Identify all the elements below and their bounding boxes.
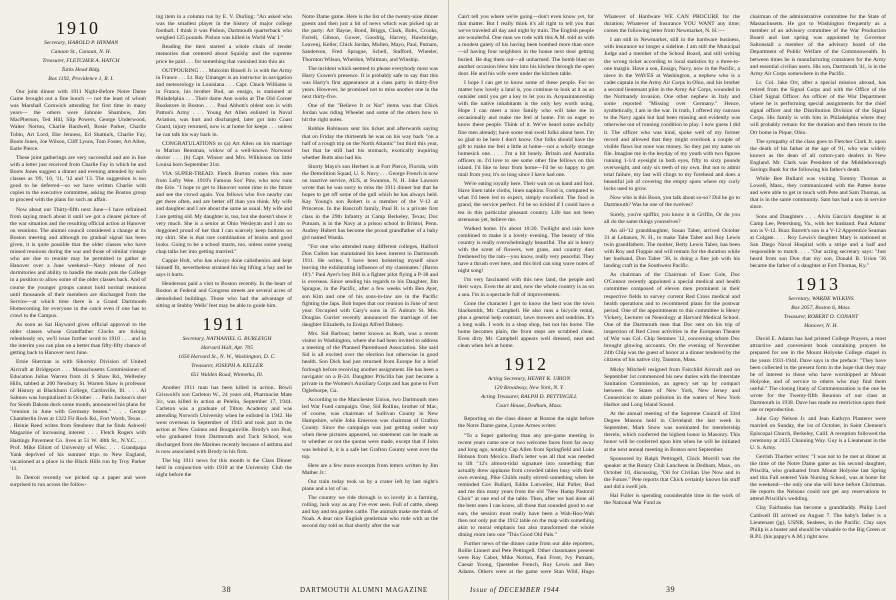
article-paragraph: ing item in a column run by E. V. Durling: "An asked who was the smallest player in the history of major college football. I think it was Pishon, Dartmouth quarterback who weighed 125 pounds. Pishon was killed in World War I."	[156, 14, 292, 42]
class-year-heading: 1912	[504, 354, 548, 375]
article-paragraph: "To a Super gathering than any pre-game meeting in recent years came one or two welcome faces from far away and long ago, notably Cap Allen from Springfield and Luke Hobson from Mexico. Bud's letter was all that was needed to lift "12's almost-tidal signature into something that actually drew applause from crowded tables busy with their own evening. Pike Childs really stirred something when he reminded Gov Bullard, Eddie Lutweiler, Hal Puller, Bud and me this many years from the old "New Hamp Pastoral Choir" at one end of the table. Then, after we had done all the bent ones I can know, all those that sounded good to our ears, the session must really have been a Wah-Hoo-Wah then not only put the 1912 table on the map with something akin to moral emphasis but also transformed the whole dining room into one "This Good Old Pals."	[458, 432, 594, 538]
magazine-title: DARTMOUTH ALUMNI MAGAZINE	[300, 586, 428, 594]
class-treasurer: Treasurer, JOSEPH A. KELLER	[191, 362, 263, 369]
article-paragraph: Now who is this Boon, you talk about so-so? Did he go to Dartmouth? Was he one of the twelves?	[604, 195, 740, 209]
class-secretary: Secretary, WARDE WILKINS	[788, 296, 854, 303]
article-paragraph: Can't tell you where we're going—don't even know yet, for that matter. But I really think it's all right to tell you that we've traveled all day and night by train. The English people are wonderful. One man we rode with this A.M. told us with a modest gaiety of his having been bombed more than once—of having four neighbors in the house next door getting buried. He dug them out—all unharmed. The bomb blast on another occasion blew him into his kitchen through the open door. He and his wife were under the kitchen table.	[458, 14, 594, 77]
class-address: Harvard Hall, Apt. 705	[200, 344, 254, 351]
article-paragraph: Surely, you're spiffin; you know it is Griffin, Or do you all do the same things yourselves?	[604, 211, 740, 225]
article-paragraph: Henderson paid a visit to Boston recently. In the heart of Boston at Federal and Congress streets are several acres of demolished buildings. Those who had the advantage of sitting at Stubby Wells' feet may be able to guide him.	[156, 281, 292, 309]
article-paragraph: One of the "Believe It or Not" items was that Chick Jordan was riding Wheeler and some of the others how to hit the right notes.	[302, 103, 438, 124]
class-secretary: Acting Secretary, HENRY K. URION	[487, 376, 571, 383]
article-paragraph: Sons and Daughters . . . Alvin Garcia's daughter is at Camp Lee, Petersburg, Va., with her husband. Paul Adams' son is V-12. Buzz Barrett's son is a V-12 Apprentice Seaman at Colgate. . . . Roy Lewis's daughter Mary is stationed at San Diego Naval Hospital with a stripe and a half and responsible to match. . . . "Our acting secretary says: "Just heard from son Don that my son, Donald B. Urion '36 became the father of a daughter at Fort Thomas, Ky."	[750, 213, 886, 270]
article-paragraph: Ernie Sherman is with Sikorsky Division of United Aircraft at Bridgeport . . . Massachusetts Commissioner of Education Julius Warren from 41 S Shaw Rd., Wellesley Hills, tabbed at 200 Newbury St. Warren Shaw is professor of History at Blackburn College, Carlinville, Ill. . . . Al Salmon was hospitalized in October . . . Paris Jackson's shot for South Dakota duck some month, announced his plans for "reunion in June with Germany beaten." . . . George Chamberlin lives at 1322 Fir Rock Rd., Fort Worth, Texas . . . Heinie Reed writes from Steubenv that he finds Ashwell Magazine of increasing interest . . . Fletch Rogers with Hastings Pavement Co. lives at 51 W. 48th St., N.Y.C. . . . Prof. Mike Elliott of University of Wisc. . . . Grandpapa Yank deprived of his summer trips to New England, vacationed at a place in the Black Hills run by Troy Parker '11.	[10, 359, 146, 472]
left-page-column-2	[156, 14, 292, 576]
article-paragraph: Micky Mitchell resigned from Fairchild Aircraft and on September 1st commenced his new duties with the Interstate Sanitation Commission, an agency set up by compact between the States of New York, New Jersey and Connecticut to abate pollution in the waters of New York Harbor and Long Island Sound.	[604, 366, 740, 408]
article-paragraph: Further news of the dinner came from our able reporters, Rollie Linnert and Pete Pettingell. Other classmates present were Ray Cabot, Mike Norton, Paul Frost, Ivy Putnam, Caesar Young, Questelee French, Roy Lewis and Ben Adams. Others were at the game were Stan Wild, Hugo	[458, 540, 594, 576]
article-paragraph: chairman of the administrative committee for the State of Massachusetts. He got to Washington frequently as a member of an advisory committee of the War Production Board and last spring was appointed by Governor Saltonstall a member of the advisory board of the Department of Public Welfare of the Commonwealth. In between times he is manufacturing containers for the Army and essential civilian users. His son, Dartmouth '41, is in the Army Air Corps somewhere in the Pacific.	[750, 14, 886, 77]
article-paragraph: As soon as Sat Hayward gives official approval to the older classes whose Grandfather Clocks are ticking relentlessly on, we'll issue further word to 1910 . . . and in the interim you can plan on a better than fifty-fifty chance of getting back to Hanover next June.	[10, 322, 146, 357]
class-secretary: Secretary, NATHANIEL G. BURLEIGH	[182, 335, 272, 342]
article-paragraph: The incident which seemed to please everybody most was Harry Gowen's presence. It is probably safe to say that this was Harry's first appearance at a class party in thirty-five years. However, he promised not to miss another one in the next thirty-five.	[302, 65, 438, 101]
article-paragraph: John Guy Nelson Jr. and Jean Kathryn Plasterer were married on Sunday, the 1st of October, in Saint Clement's Episcopal Church, Berkeley, Calif. A reception followed the ceremony at 2435 Channing Way. Guy is a Lieutenant in the U. S. Army.	[750, 416, 886, 451]
article-paragraph: I am still in Newmarket, still in the hardware business, with insurance no longer a sideline. I am still the Municipal Judge and a member of the School Board, and still writing the wrong ticket according to local statistics by a three-to-one margin. Have a son, Ensign, Navy, now in the Pacific, a niece in the WAVES at Washington, a nephew who is a cadet captain in the Army Air Corps in Ohio, and his brother a second lieutenant pilot in the Army Air Corps, wounded in the Normandy invasion. One other nephew in Italy and some reported "Missing over Germany." Hence, synthetically, I am in the war. In truth, I offered my canvass to the Navy again but had been missing and evidently was otherwise out of running condition to play. I now guess I did it. The officer who was kind, spoke well of my former record and allowed that they might overlook a couple of visible flaws but none was money. So they put my name on file. Imagine me in the heyday of my youth with two figures running 1-1/4 eyesight in both eyes, fifty to sixty pounds overweight, and only six teeth of my own. But not to admit total failure, my last will clings to my forehead and does a beautiful job of covering the empty spots where my curly locks used to grow.	[604, 37, 740, 193]
class-address: 651 Walden Road, Winnetka, Ill.	[190, 371, 264, 378]
article-paragraph: The country we ride through is so lovely in a farming, rolling, lush way as any I've ever seen. Full of cattle, sheep and hay and tea garden cattle. The animals make me think of Noah. A dear nice English gentleman who rode with us the second day told us that shortly after the war	[302, 495, 438, 530]
class-treasurer: Treasurer, FLETCHER A. HATCH	[42, 58, 120, 64]
left-page-column-3	[302, 14, 438, 576]
article-paragraph: Here are a few more excerpts from letters written by Jim Mather Jr.:	[302, 462, 438, 476]
article-paragraph: Whatever of Hardware WE CAN PROCURE for the duration; Whatever of Insurance YOU WANT any time; comes the following letter from Newmarket, N. H.:—	[604, 14, 740, 35]
article-paragraph: Reporting on the class dinner at Boston the night before the Notre Dame game, Lynne Armes writes:	[458, 416, 594, 430]
article-paragraph: David E. Adams has had printed College Prayers, a most attractive and convenient book containing prayers he prepared for use in the Mount Holyoke College chapel in the years 1931-1944. Dave says in the preface: "They have been collected in the present form in the hope that they may be of interest to those who have worshipped at Mount Holyoke, and of service to others who may find them useful." The closing litany of Commemoration is the one he wrote for the Twenty-fifth Reunion of our class at Dartmouth in 1938. Dave has made no restriction upon their use or reproduction.	[750, 336, 886, 414]
article-paragraph: Mrs. Sid Barbour, better known as Ruth, was a recent visitor in Washington, where she had been invited to address a meeting of the Planned Parenthood Association. She said Sid is all excited over the election but otherwise in good health. Son Dick had just returned from Europe for a brief furlough before receiving another assignment. He has been a navigator on a B-24. Daughter Priscilla has just become a private in the Women's Auxiliary Corps and has gone to Fort Oglethorpe, Ga.	[302, 331, 438, 394]
article-paragraph: VIA SUPER-TREAD. Fletch Burton comes this note from Lefty Wee. 1910's Famous Sox' Paw, who now runs the Erie. "I hope to get to Hanover some time in the future and see the crowd again. You fellows who live nearby can get there often, and are better off than you think. My wife and daughter and I are about the same as usual. My wife and I are getting old. My daughter is, too, but she doesn't show it very much. She is a senior at Ohio Wesleyan and I am so doggoned proud of her that I can scarcely keep buttons on my shirt. She is that rare combination of brains and good looks. Going to be a school marm, too, unless some young chap talks her into getting married."	[156, 170, 292, 255]
article-paragraph: According to the Manchester Union, two Dartmouth men led War Fund campaign. One, Sid Rollins, brother of Mac, of course, was chairman of Sullivan County in New Hampshire, while John Emerson was chairman of Grafton County. Since the campaign was just getting under way when these pictures appeared, no statement can be made as to whether or not the quotas were made, except that if John was behind it, it is a safe bet Grafton County went over the top.	[302, 396, 438, 460]
class-year-heading: 1910	[56, 18, 100, 38]
article-paragraph: Notre Dame game. Here is the list of the twenty-nine dinner guests and then just a bit of news which was picked up at the party: Art Bayne, Bond, Briggs, Clark, Bubs, Crooks, Farrell, Gibson, Gower, Goodrig, Harvey, Hawbridge, Leavenj, Keller, Chick Jordan, Mullen, Mayo, Paul, Putnam, Sanderson, Fred Sprague, Schell, Stafford, Wheeler, Thornton Wilson, Wheldon, Whitman, and Winship.	[302, 14, 438, 63]
article-paragraph: OUTPOURING . . . Malcolm Bissell Jr. is with the Army in France . . . Lt. Ray Umanger is an instructor in navigation and meteorology in Louisiana . . . Capt. Chuck Williams is in France, his brother Bud, an ensign, is stationed at Philadelphia . . . Their dame Ann works at The Old Corner Bookstore in Boston . . . Paul Abbott's oldest son is with Patton's Army . . . Young Art Allen enlisted in Naval Aviation, was hurt and discharged, later got into Coast Guard, injury returned, now is at home for keeps . . . unless he can talk his way back in.	[156, 67, 292, 138]
article-paragraph: Reading the item started a whole chain of tender memories that centered about Squishy and the supreme price he paid . . . for something that vanished into thin air.	[156, 44, 292, 65]
article-paragraph: I hope I can get to know some of these people. For no matter how lovely a land is, you continue to look at it as an outsider until you get a key to let you in. Acquaintanceship with the native inhabitants is the only key worth using. Hope I can meet a nice family who will take me in occasionally and make me feel at home. I'm so eager to know these people. Think of it. We've heard some awfully fine men already; have some real swell folks about here. I'm so glad to be here I don't know. Our folks should have the gift to make me feel a little at home—not a wholly strange homesick one. . . . I'm a bit lonely. Britain and Australia officers in. I'd love to see some other fine fellows on this island. I'd like to hear from home—I'd be so happy to get mail from you; it's so long since I have had one.	[458, 79, 594, 179]
article-paragraph: While Bee Bullard was visiting Tommy Thomas at Lowell, Mass., they communicated with the Pattee home and were able to get in touch with Pete and Sam Thomas, as that is in the same community. Sam has had a son in service since.	[750, 176, 886, 211]
article-paragraph: Clay Fairbanks has become a granddaddy. Philip Lord Caldwell III arrived on August 7. The baby's father is a Lieutenant (jg), USNR, Seabees, in the Pacific. Clay says Philip is a buster and should be valuable to the Big Green or R.P.I. (his pappy's A.M.) right now.	[750, 505, 886, 540]
class-address: Court House, Dedham, Mass.	[495, 403, 563, 410]
issue-label: Issue of DECEMBER 1944	[470, 586, 560, 594]
class-treasurer: Acting Treasurer, RALPH D. PETTINGILL	[480, 394, 578, 401]
article-paragraph: These joint gatherings are very successful and are in line with a letter just received from Charlie Fay in which he and Boots Jones suggest a dinner and evening attended by such classes as '09, '10, '11, '12 and '13. The suggestion is too good to be deferred—so we have written Charlie with copies to the executive committee, asking the Boston group to proceed with the plans for such an affair.	[10, 154, 146, 204]
class-address: Turks Head Bldg.	[61, 67, 101, 73]
right-page-column-1	[458, 14, 594, 576]
right-page-number: 39	[666, 585, 676, 594]
article-paragraph: Another 1911 man has been killed in action. Bowii Griswold's son Carleton W., 24 years old, Pharmacist Mate 3/c, was killed in action at Peleliu, September 17, 1944. Carleton was a graduate of Tilton Academy and was attending Norwich University when he enlisted in 1942. He went overseas in September of 1943 and took part in the action at New Guinea and Bougainville. Brody's son Bud, who graduated from Dartmouth and Tuck School, was discharged from the Marines recently because of asthma and is now associated with Brody in his firm.	[156, 384, 292, 455]
article-paragraph: Our joint dinner with 1911 Night-Before Notre Dame Game brought out a fine bunch — not the least of whom was Marshall Cornwick attending for first time in many years— the others were Johnnie Shambow, Jim MacPherson, Ted Hill, Slip Powers, George Underwood, Walter Norton, Charlie Bardwell, Rosie Parker, Charlie Tobin, Art Lord, Ebe Jenness, Ed Shattuck, Charlie Fay, Boots Jones, Joe Wilson, Cliff Lyons, Tom Foster, Art Allen, Earle Pierce.	[10, 89, 146, 152]
right-page-column-3	[750, 14, 886, 576]
article-paragraph: Now about our Thirty-fifth next June—I have refrained from saying much about it until we got a clearer picture of the war situation and the resulting official action at Hanover on reunions. The alumni council considered a change at its Boston meeting and although no gradual signal has been given, it is quite possible that the older classes who have missed reunions during the war and those of similar vintage who are due to reunite may be permitted to gather at Hanover over a June weekend—Navy release of two dormitories and ability to handle the meals puts the College in a position to allow some of the older classes back. And of course the younger groups cannot hold normal reunions until thousands of their members are discharged from the Service—at which time there is a Grand Dartmouth Homecoming for everyone in the catch even if one has to crawl to the Campus.	[10, 206, 146, 319]
right-page	[448, 0, 896, 600]
article-paragraph: The big 1911 news for this month is the Class Dinner held in conjunction with 1910 at the University Club the night before the	[156, 457, 292, 478]
article-paragraph: "For one who attended many different colleges, Halford Don Cullen has maintained his keen interest in Dartmouth 1911. He writes, 'I have been bolstering myself since leaving the exhilarating influence of my classmates.' (Baron 18')." Paul Ayer's boy Bill is a fighter pilot flying a P-38 and is overseas. Since sending his regards to his Daughter, Jim Sprague, in the Pacific, after a few weeks with Ben Ayer, son Kim and one of his sons-in-law are in the Pacific fighting the Japs. Bob hopes that our reunion in June of next year. Occupied with Gary's sons in 35 Auburn St. Mrs. Douglas Currier recently announced the marriage of her daughter Elizabeth, to Ensign Alfred Dabney.	[302, 243, 438, 328]
article-paragraph: As chairman of the Chairman of Exec Cole, Doc O'Connor recently appointed a special medical and health committee composed of eleven men prominent in their respective fields to survey current Red Cross medical and health operations and to recommend plans for the postwar period. One of the appointments to this committee is Henry Vickery, Lecturer on Neurology at Harvard Medical School. One of the Dartmouth men that Doc sent on his trip of inspection of Red Cross activities in the European Theatre of War was Col. Chip Semmes '12, concerning whom Doc brought glowing accounts. On the evening of November 24th Chip was the guest of honor at a dinner tendered by the citizens of his native city, Taunton, Mass.	[604, 272, 740, 364]
class-address: Canaan St., Canaan, N. H.	[50, 49, 112, 55]
article-paragraph: Shorty Mayo's son Herbert is at Fort Pierce, Florida, with the Demolition Squad, U. S. Navy . . . George French is now on inactive service, AUS, at Swanton, N. H. Jake Lawson wrote that he was sorry to miss the 1911 dinner but that he hopes to get off some of the gull which he has always held. Kay Young's son Robert is a member of the V-12 at Princeton. In the Bancroft family, Paul R. is a private first class in the 29th Infantry at Camp Berkeley, Texas; Doc Putnam, is in the Navy at a prison school in Bristol, Penn. Audrey Hubert has become the proud grandfather of a baby girl named Wanda.	[302, 163, 438, 241]
article-paragraph: CONGRATULATIONS to (a) Art Allen on his marriage to Marion Bensman, widow of a well-known Norwood doctor . . . (b) Capt. Winsor and Mrs. Wilkinson on little Louisa born September 21st.	[156, 140, 292, 168]
left-page-number: 38	[222, 585, 232, 594]
class-address: Hanover, N. H.	[804, 323, 838, 330]
class-treasurer: Treasurer, ROBERT O. CONANT	[783, 314, 859, 321]
class-address: 120 Broadway, New York, N. Y.	[494, 385, 564, 392]
article-paragraph: Gone the character I get to know the best was the town blacksmith, Mr. Campbell. He also runs a bicycle rental, plus a general help contract, lawn mowers and sundries. It's a long walk. I work in a shop shop, but not his home. The home becomes plain, the front steps are scrubbed clean. Even dirty Mr. Campbell appears well dressed, neat and clean when he's at home.	[458, 300, 594, 350]
article-paragraph: Hal Fuller is spending considerable time in the work of the National War Fund as	[604, 493, 740, 507]
article-paragraph: Walked home. It's about 10:30. Twilight and rain have combined to make it a lovely evening. The beauty of this country is really overwhelmingly beautiful. The air is heavy with the scent of flowers, wet grass, and country dust freshened by the rain—you know, really very peaceful. They have a thrush over here, and this bird can sing wave notes of night song!	[458, 225, 594, 275]
left-page-column-1	[10, 14, 146, 576]
class-address: 1650 Harvard St., N. W., Washington, D. C.	[178, 353, 276, 360]
article-paragraph: Lt. Col. Jake Orr, after a special mission abroad, has retired from the Signal Corps and with the Office of the Chief Signal Officer. An officer of the War Department where he is performing special assignments for the chief signal officer and the Distribution Division of the Signal Corps. His family is with him in Philadelphia where they will probably remain for the duration and then return to the Orr home in Pique, Ohio.	[750, 79, 886, 136]
class-year-heading: 1913	[796, 274, 840, 295]
article-paragraph: An all-'12 granddaughter, Susan Taber, arrived October 31 at Lebanon, N. H., to make Tabe Taber and Roy Lewis twin grandfathers. The mother, Betty Lewis Taber, has been with Roy and Floppie and will remain for the duration while her husband, Don Taber '38, is doing a fine job with his landing craft in the Southwest Pacific.	[604, 227, 740, 270]
article-paragraph: I'm very fascinated with this new land, the people and their ways. Even the air and, now the whole country is as on a sea. I'm in a spectacle full of improvements.	[458, 277, 594, 298]
right-page-column-2	[604, 14, 740, 576]
article-paragraph: Cappie Holt, who has always done calisthenics and kept himself fit, nevertheless strained his leg lifting a hay and he says it hurts.	[156, 258, 292, 279]
article-paragraph: Our train today took us by a crater left by last night's plane and a lot of us.	[302, 478, 438, 492]
class-address: Box 1192, Providence 1, R. I.	[48, 76, 114, 82]
article-paragraph: At the annual meeting of the Supreme Council of 33rd Degree Masons held in Cleveland the last week in September, Mark Snow was nominated for membership therein, which conferred the highest honor in Masonry. This honor will be conferred upon him when he will be initiated at the next annual meeting in Boston next September.	[604, 411, 740, 453]
article-paragraph: The sympathy of the class goes to Fletcher Clark Jr. upon the death of his father at the age of 91, who was widely known as the dean of all cotton-yarn dealers in New England. Mr. Clark was President of the Middleborough Savings Bank for the following his father's death.	[750, 138, 886, 173]
article-paragraph: Sponsored by Ralph Pettingell, Chick Morrill was the speaker at the Rotary Club Luncheon in Dedham, Mass., on October 10, discussing, "Oil for Civilian Use Now and in the Future." Pete reports that Chick certainly knows his stuff and did a swell job.	[604, 455, 740, 490]
article-paragraph: Robbie Robinson sent his ticket and afterwards saying that on Friday the thirteenth he was on his way back "on a half of a rough trip on the North Atlantic" but third this year, but that he still had his stomach, exotically inquiring whether Butts also had his.	[302, 126, 438, 161]
class-secretary: Secretary, HAROLD P. HINMAN	[43, 40, 119, 46]
class-address: Box 2057, Boston 6, Mass.	[791, 305, 851, 312]
article-paragraph: We're eating royally here. Their wait on us hand and foot. Have linen table cloths, linen napkins. Food is, compared to what I'd been led to expect, simply excellent. The food is grand, the service perfect. I'd be so tickled if I could have a tea in this particular pleasant country. Life has not been strenuous yet, believe me.	[458, 181, 594, 223]
article-paragraph: In Detroit recently we picked up a paper and were surprised to run across the follow-	[10, 474, 146, 489]
class-year-heading: 1911	[202, 313, 246, 334]
article-paragraph: Gerrish Thurber writes: "I was not to be met at dinner at the time of the Notre Dame game as his second daughter, Priscilla, who graduated from Mount Holyoke last Spring and this Fall entered Yale Nursing School, was at home for the weekend—the only one she will have before Christmas. He reports the Nelsons could not get any reservations to attend Priscilla's wedding.	[750, 453, 886, 503]
